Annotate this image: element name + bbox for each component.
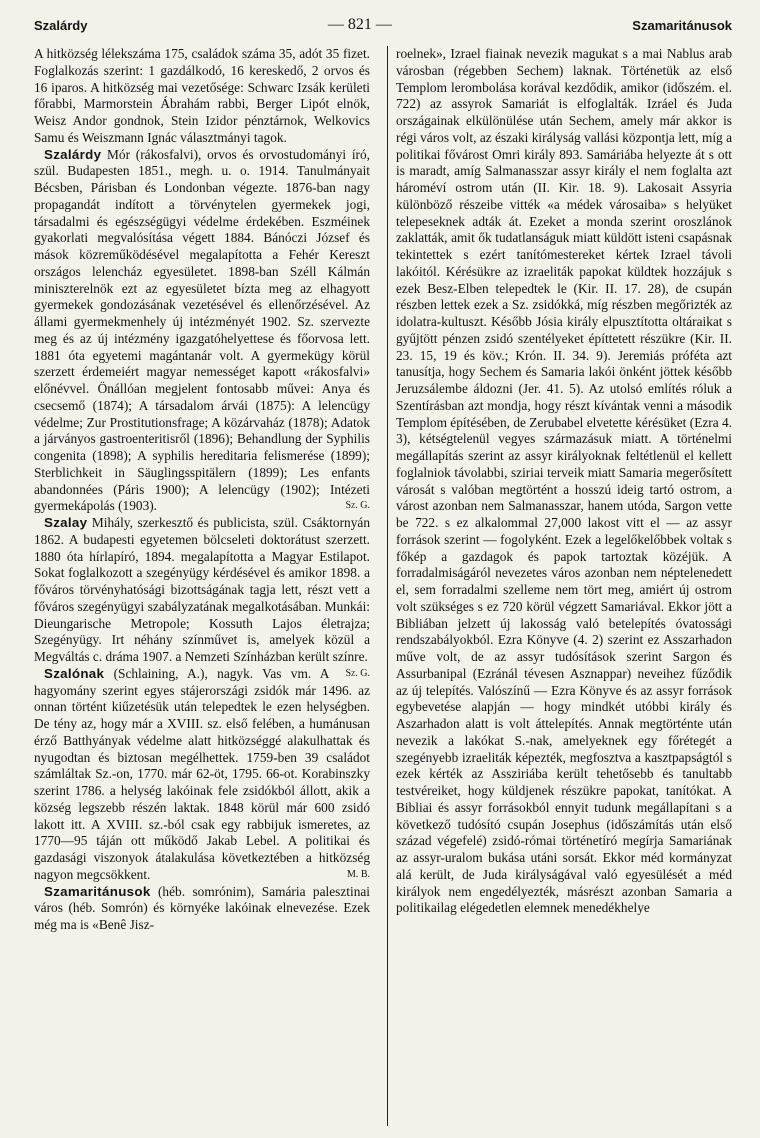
entry-text: (héb. somrónim), Samária palesztinai város (héb. Somrón) és környéke lakóinak elnevezése. Ezek még ma is «Benê Jisz- (34, 883, 370, 932)
author-signature: M. B. (346, 868, 370, 880)
entry-headword: Szamaritánusok (44, 883, 151, 899)
entry-headword: Szalónak (44, 665, 105, 681)
article-continuation (34, 46, 370, 147)
entry-text: (Schlaining, A.), nagyk. Vas vm. A hagyomány szerint egyes stájerországi zsidók már 1496. az onnan történt kiűzetésük után telepedtek le ezen helységben. De tény az, hogy már a XVIII. sz. első felében, a humánusan érző Batthyányak védelme alatt hitközséggé alakulhattak és nyugodtan és biztosan megélhettek. 1759-ben 39 családot számláltak Sz.-on, 1770. már 62-öt, 1795. 66-ot. Korabinszky szerint 1786. a helység lakóinak fele zsidókból állott, akik a község legszebb részén laktak. 1848 körül már 600 zsidó lakott itt. A XVIII. sz.-ból csak egy rabbijuk ismeretes, az 1770—95 táján ott működő Jakab Lebel. A politikai és gazdasági viszonyok átalakulása következtében a hitközség nagyon megcsökkent. (34, 665, 370, 882)
header-left-word: Szalárdy (34, 17, 88, 33)
left-column (34, 46, 382, 934)
header-right-word: Szamaritánusok (632, 17, 732, 33)
article-entry (34, 666, 370, 884)
article-entry (34, 147, 370, 516)
entry-headword: Szalárdy (44, 146, 102, 162)
text-columns (34, 46, 732, 934)
page-number: — 821 — (327, 16, 392, 33)
right-column (382, 46, 732, 934)
author-signature: Sz. G. (345, 500, 370, 512)
entry-text: roelnek», Izrael fiainak nevezik magukat s a mai Nablus arab városban (régebben Sechem) laknak. Történetük az első Templom lerombolása korával kezdődik, amikor (időszém. el. 722) az assyrok Samariát is elfoglalták. Izráel és Juda országainak elkülönülése után Sechem, amely már akkor is régi város volt, az északi királyság vallási központja lett, míg a politikai fővárost Omri király 893. Samáriába helyezte át s ott is maradt, amíg Salmanasszar assyr király el nem foglalta azt hároméví ostrom után (II. Kir. 18. 9). Lakosait Assyria különböző részeibe vitték «a médek városaiba» s helyüket telepeseknek adták át. Ezeket a monda szerint oroszlánok zaklatták, amit ők tudatlanságuk miatt küldött isteni csapásnak tekintettek s ezért tanítómestereket kértek Izrael távoli lakóitól. Kérésükre az izraeliták papokat küldtek hozzájuk s ezek Besz-Elben telepedtek le (Kir. II. 17. 28), de csupán részben lettek ezek a Sz. zsidókká, míg részben megőrizték az idolatra-kultuszt. Később Jósia király elpusztította oltáraikat s gyűjtött pénzen zsidó szentélyeket építtetett részükre (Kir. II. 23. 15, 19 és köv.; Krón. II. 34. 9). Jeremiás próféta azt tanusítja, hogy Sechem és Samaria lakói önként jöttek később Jeruzsálembe áldozni (Jer. 41. 5). Az utolsó említés róluk a Szentírásban azt mondja, hogy részt kívántak venni a második Templom építésében, de Zerubabel elvetette kérésüket (Ezra 4. 3), kétségtelenül vegyes származásuk miatt. A történelmi megállapítás szerint az assyr királyoknak feltétlenül el kellett foglalniok távolabbi, sziriai terveik miatt Samaria megerősített városát s valóban megtörtént a hosszú ideig tartó ostrom, a várost azonban nem Salmanasszar, hanem utóda, Sargon vette be 722. s ez alkalommal 27,000 lakost vitt el — az assyr források szerint — fogolyként. Ezek a legelőkelőbbek voltak s főkép a gazdagok és papok tartoztak közéjük. A forradalmiságáról nevezetes város azonban nem néptelenedett el, sem forradalmi szelleme nem tört meg, amiért új ostrom volt szükséges s ez 720 körül végzett Samariával. Ekkor jött a Bibliában jelzett új lakosság való betelepítés óvatossági rendszabályokból. Ezra Könyve (4. 2) szerint ez Asszarhadon műve volt, de az assyr tudósítások szerint Sargon és Assurbanipal (Ezránál tévesen Asznappar) neveihez fűződik az új telepítés. Valószínű — Ezra Könyve és az assyr források egybevetése alapján — hogy mindkét utóbbi király és Aszarhadon alatt is volt áttelepítés. Annak megtörténte után nevezik a lakókat S.-nak, amelyeknek egy főrétegét a szegényebb izraeliták képezték, megfosztva a kasztpapságtól s ezek kérték az Assziriába került tehetősebb és tanultabb testvéreiket, hogy küldjenek részükre papokat, tanítókat. A Bibliai és assyr forrásokból ennyit tudunk megállapítani s a következő tudósító csupán Josephus (időszámítás után első század végefelé) zsidó-római történetíró megírja Samariának az assyr-uralom bukása utáni sorsát. Ekkor méd kormányzat alá került, de Juda királyságával való egyesülését a méd királyok nem engedélyezték, másrészt azonban Samaria a politikailag elégedetlen elemnek menedékhelye (396, 46, 732, 916)
author-signature: Sz. G. (345, 667, 370, 679)
entry-text: A hitközség lélekszáma 175, családok száma 35, adót 35 fizet. Foglalkozás szerint: 1 gazdálkodó, 16 kereskedő, 2 orvos és 16 iparos. A hitközség mai vezetősége: Schwarc Izsák kerületi főrabbi, Marmorstein Ábrahám rabbi, Berger Lipót elnök, Weisz Andor gondnok, Stein Izidor pénztárnok, Welkovics Samu és Weiszmann Ignác választmányi tagok. (34, 46, 370, 145)
article-continuation (396, 46, 732, 917)
entry-text: Mór (rákosfalvi), orvos és orvostudományi író, szül. Budapesten 1851., megh. u. o. 1914. Tanulmányait Bécsben, Párisban és Londonban végezte. 1876-ban nagy propagandát indított a törvénytelen gyermekek jogi, társadalmi és egészségügyi védelme érdekében. Eszméinek gyakorlati megvalósítása végett 1884. Bánóczi József és mások közreműködésével megalapította a Fehér Kereszt országos lelencház egyesületet. 1898-ban Széll Kálmán miniszterelnök ezt az egyesületet bízta meg az elhagyott gyermekek gondozásának vezetésével és ellenőrzésével. Az állami gyermekmenhely új intézményét 1902. Sz. szervezte meg és az új intézmény igazgatóhelyettese és főorvosa lett. 1881 óta egyetemi magántanár volt. A gyermekügy körül szerzett érdemeiért magyar nemességet kapott «rákosfalvi» előnévvel. Önállóan megjelent fontosabb művei: Anya és csecsemő (1874); A társadalom árvái (1875): A lelencügy védelme; Zur Prostitutionsfrage; A közárvaház (1878); Adatok a járványos gastroenteritisről (1896); Behandlung der Syphilis congenita (1898); A syphilis hereditaria felismerése (1899); Sterblichkeit in Säuglingsspitälern (1899); Les enfants abandonnées (Páris 1900); A lelencügy (1902); Intézeti gyermekápolás (1903). (34, 146, 370, 514)
entry-headword: Szalay (44, 515, 88, 530)
article-entry (34, 884, 370, 934)
column-divider (387, 46, 388, 1126)
entry-text: Mihály, szerkesztő és publicista, szül. Csáktornyán 1862. A budapesti egyetemen bölcseleti doktorátust szerzett. 1880 óta hírlapíró, 1894. megalapította a Magyar Estilapot. Sokat foglalkozott a szegényügy kérdésével és amikor 1898. a főváros törvényhatósági bizottságának tagja lett, részt vett a főváros szegényügyi szabályzatának megalkotásában. Munkái: Dieungarische Metropole; Kossuth Lajos életrajza; Szegényügy. Irt néhány színművet is, amelyek közül a Megváltás c. dráma 1907. a Nemzeti Színházban került színre. (34, 515, 370, 664)
running-header (34, 14, 732, 36)
